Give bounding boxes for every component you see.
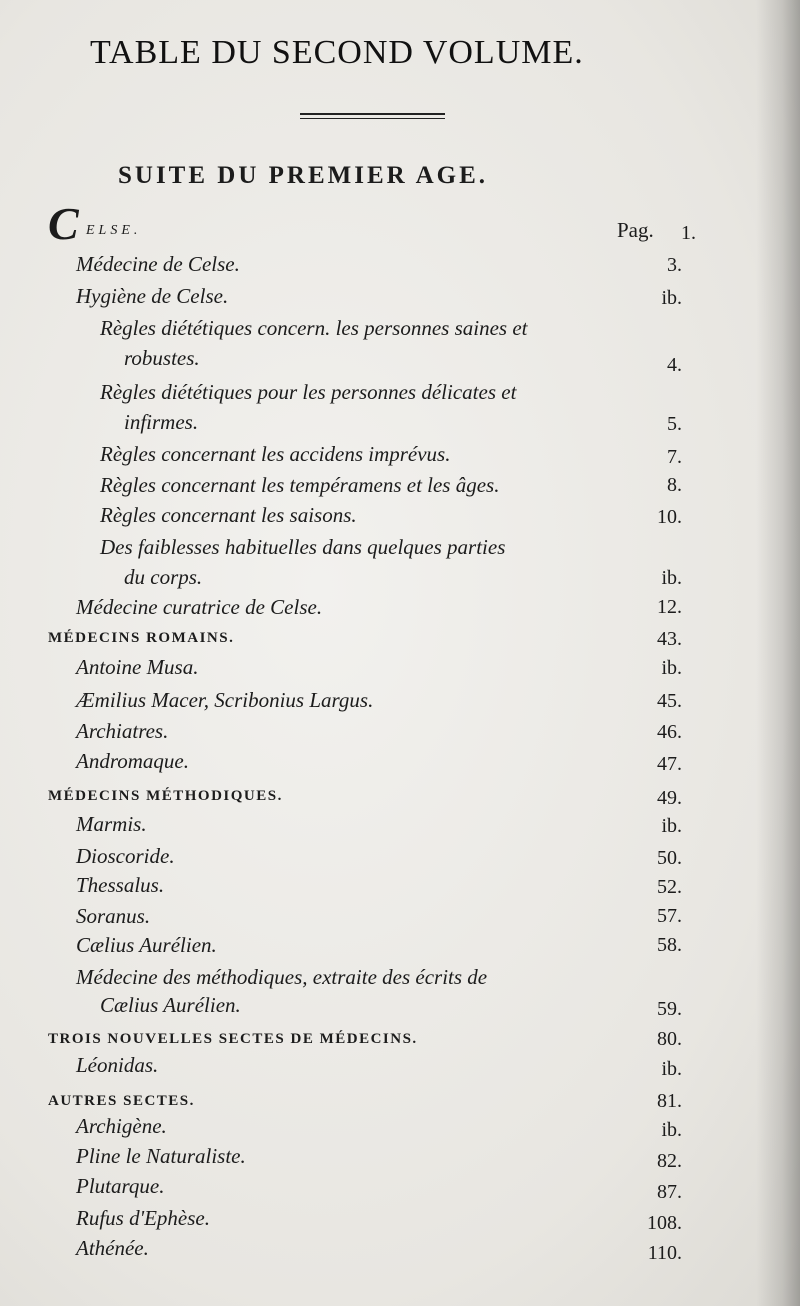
toc-entry: Règles concernant les saisons. [100,503,357,527]
toc-page: ib. [661,567,682,589]
toc-entry: Cælius Aurélien. [76,933,217,957]
toc-page: 87. [657,1181,682,1203]
toc-page: 50. [657,847,682,869]
toc-page: 5. [667,413,682,435]
toc-page: 49. [657,787,682,809]
toc-entry: Règles diététiques concern. les personnes saines et [100,316,528,340]
toc-page: 82. [657,1150,682,1172]
toc-page: 47. [657,753,682,775]
page-edge-shadow [756,0,800,1306]
toc-entry: Æmilius Macer, Scribonius Largus. [76,688,374,712]
toc-entry: Soranus. [76,904,151,928]
toc-entry: infirmes. [124,410,199,434]
toc-page: ib. [661,287,682,309]
toc-entry: Dioscoride. [76,844,175,868]
toc-entry: Léonidas. [76,1053,159,1077]
toc-entry: Des faiblesses habituelles dans quelques parties [100,535,506,559]
toc-page: ib. [661,1058,682,1080]
toc-page: 59. [657,998,682,1020]
toc-page: 12. [657,596,682,618]
toc-entry: Rufus d'Ephèse. [76,1206,210,1230]
toc-entry: Antoine Musa. [76,655,199,679]
toc-section-heading: AUTRES SECTES. [48,1093,195,1109]
toc-entry: Règles diététiques pour les personnes délicates et [100,380,517,404]
toc-page: 7. [667,446,682,468]
toc-entry: Médecine des méthodiques, extraite des écrits de [76,965,488,989]
toc-entry: du corps. [124,565,203,589]
toc-entry: Archiatres. [76,719,169,743]
entry-page: 1. [681,222,696,244]
toc-page: ib. [661,1119,682,1141]
page-title: TABLE DU SECOND VOLUME. [90,34,584,71]
toc-page: 43. [657,628,682,650]
toc-entry: Médecine de Celse. [76,252,240,276]
toc-page: 3. [667,254,682,276]
title-rule-top [300,113,445,115]
toc-page: ib. [661,815,682,837]
toc-page: 80. [657,1028,682,1050]
toc-page: 4. [667,354,682,376]
toc-page: ib. [661,657,682,679]
toc-page: 10. [657,506,682,528]
toc-entry: Règles concernant les tempéramens et les âges. [100,473,500,497]
toc-page: 81. [657,1090,682,1112]
toc-entry: Médecine curatrice de Celse. [76,595,323,619]
toc-page: 45. [657,690,682,712]
drop-cap: C [48,198,79,249]
toc-entry: robustes. [124,346,200,370]
pag-label: Pag. [617,218,654,242]
toc-page: 108. [647,1212,682,1234]
toc-page: 58. [657,934,682,956]
toc-page: 57. [657,905,682,927]
toc-section-heading: MÉDECINS MÉTHODIQUES. [48,788,283,804]
toc-section-heading: MÉDECINS ROMAINS. [48,630,235,646]
toc-entry: Andromaque. [76,749,189,773]
toc-entry: Marmis. [76,812,147,836]
toc-page: 46. [657,721,682,743]
toc-entry: Pline le Naturaliste. [76,1144,246,1168]
toc-entry: Plutarque. [76,1174,165,1198]
toc-entry: Cælius Aurélien. [100,993,241,1017]
toc-section-heading: TROIS NOUVELLES SECTES DE MÉDECINS. [48,1031,418,1047]
toc-entry: Règles concernant les accidens imprévus. [100,442,451,466]
entry-celse: ELSE. [86,223,142,238]
toc-entry: Thessalus. [76,873,165,897]
toc-entry: Athénée. [76,1236,149,1260]
toc-page: 8. [667,474,682,496]
section-subtitle: SUITE DU PREMIER AGE. [118,162,488,189]
toc-page: 52. [657,876,682,898]
toc-entry: Hygiène de Celse. [76,284,229,308]
title-rule-bottom [300,118,445,119]
toc-page: 110. [647,1242,682,1264]
toc-entry: Archigène. [76,1114,167,1138]
